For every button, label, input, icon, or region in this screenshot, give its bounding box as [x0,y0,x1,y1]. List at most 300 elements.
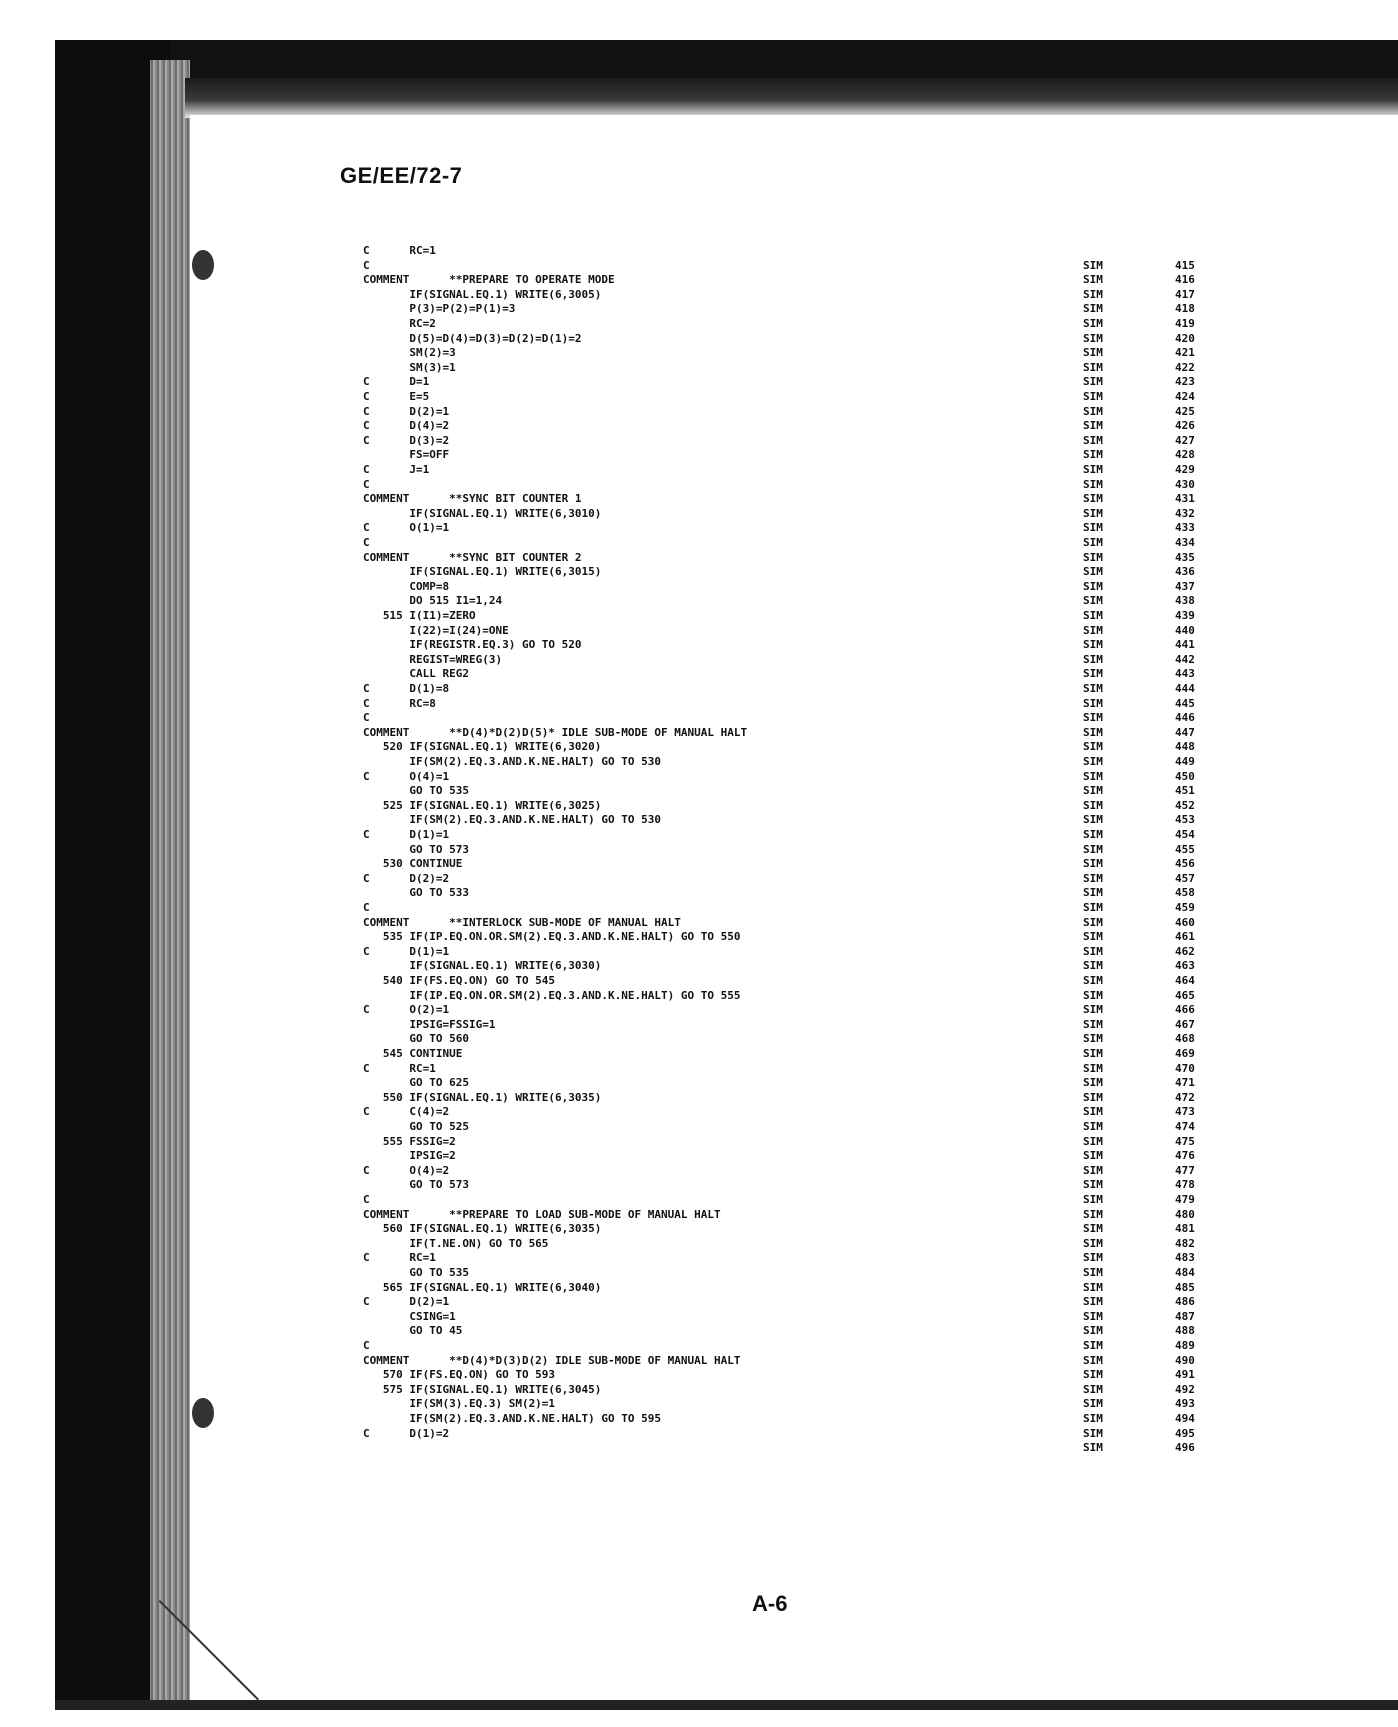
listing-line [363,594,1363,607]
deck-tag: SIM [1083,755,1103,768]
listing-line [363,857,1363,870]
sequence-number: 495 [1175,1426,1195,1440]
source-code-text: 525 IF(SIGNAL.EQ.1) WRITE(6,3025) [363,798,602,812]
deck-tag: SIM [1083,915,1103,929]
source-code-text: 575 IF(SIGNAL.EQ.1) WRITE(6,3045) [363,1382,602,1396]
deck-tag: SIM [1083,1017,1103,1031]
listing-line [363,405,1363,418]
listing-line [363,1441,1363,1454]
deck-tag: SIM [1083,813,1103,827]
deck-tag: SIM [1083,287,1103,301]
source-code-text: GO TO 560 [363,1032,469,1046]
deck-tag: SIM [1083,652,1103,666]
source-code-text: GO TO 525 [363,1120,469,1133]
deck-tag: SIM [1083,725,1103,739]
sequence-number: 450 [1175,769,1195,783]
listing-line [363,1383,1363,1396]
sequence-number: 472 [1175,1090,1195,1104]
source-code-text: C D(3)=2 [363,433,450,447]
source-code-text: IPSIG=2 [363,1149,456,1163]
source-code-text: C [363,258,370,272]
source-code-text: C O(4)=2 [363,1163,450,1177]
scan-border-top [55,40,1398,82]
source-code-text: C D(4)=2 [363,419,450,433]
deck-tag: SIM [1083,1163,1103,1177]
listing-line [363,1135,1363,1148]
listing-line [363,434,1363,447]
listing-line [363,492,1363,505]
listing-line [363,375,1363,388]
deck-tag: SIM [1083,696,1103,710]
deck-tag: SIM [1083,1149,1103,1163]
listing-line [363,1032,1363,1045]
sequence-number: 460 [1175,915,1195,929]
sequence-number: 430 [1175,477,1195,491]
source-code-text: GO TO 573 [363,1178,469,1192]
sequence-number: 448 [1175,740,1195,754]
deck-tag: SIM [1083,317,1103,330]
deck-tag: SIM [1083,682,1103,695]
listing-line [363,1295,1363,1308]
page-edge-strip [150,60,190,1700]
source-code-text: C D(2)=1 [363,1295,450,1309]
deck-tag: SIM [1083,842,1103,856]
listing-line [363,390,1363,403]
listing-line [363,332,1363,345]
sequence-number: 479 [1175,1193,1195,1206]
deck-tag: SIM [1083,404,1103,418]
listing-line [363,959,1363,972]
deck-tag: SIM [1083,1207,1103,1221]
deck-tag: SIM [1083,930,1103,944]
listing-line [363,551,1363,564]
page-number: A-6 [752,1591,788,1616]
listing-line [363,828,1363,841]
deck-tag: SIM [1083,390,1103,403]
source-code-text: GO TO 45 [363,1324,463,1338]
listing-line [363,682,1363,695]
listing-line [363,1062,1363,1075]
listing-line [363,1281,1363,1294]
source-code-text: COMMENT **PREPARE TO LOAD SUB-MODE OF MANUAL HALT [363,1207,721,1221]
sequence-number: 473 [1175,1105,1195,1119]
deck-tag: SIM [1083,1134,1103,1148]
sequence-number: 486 [1175,1295,1195,1309]
deck-tag: SIM [1083,1032,1103,1046]
source-code-text: COMMENT **SYNC BIT COUNTER 2 [363,550,582,564]
deck-tag: SIM [1083,1309,1103,1323]
listing-line [363,1222,1363,1235]
deck-tag: SIM [1083,1266,1103,1279]
deck-tag: SIM [1083,1105,1103,1119]
source-code-text: C O(4)=1 [363,769,450,783]
sequence-number: 478 [1175,1178,1195,1192]
sequence-number: 482 [1175,1236,1195,1250]
listing-line [363,667,1363,680]
source-code-text: C D(2)=2 [363,871,450,885]
sequence-number: 481 [1175,1222,1195,1236]
listing-line [363,653,1363,666]
deck-tag: SIM [1083,419,1103,433]
deck-tag: SIM [1083,1090,1103,1104]
deck-tag: SIM [1083,477,1103,491]
listing-line [363,288,1363,301]
listing-line [363,521,1363,534]
source-code-text: 535 IF(IP.EQ.ON.OR.SM(2).EQ.3.AND.K.NE.HALT) GO TO 550 [363,930,741,944]
deck-tag: SIM [1083,1339,1103,1352]
sequence-number: 490 [1175,1353,1195,1367]
source-code-text: COMMENT **INTERLOCK SUB-MODE OF MANUAL HALT [363,915,681,929]
deck-tag: SIM [1083,1426,1103,1440]
sequence-number: 456 [1175,857,1195,871]
sequence-number: 491 [1175,1368,1195,1382]
source-code-text: 520 IF(SIGNAL.EQ.1) WRITE(6,3020) [363,740,602,754]
source-code-text: P(3)=P(2)=P(1)=3 [363,302,516,316]
sequence-number: 477 [1175,1163,1195,1177]
sequence-number: 464 [1175,974,1195,987]
listing-line [363,1091,1363,1104]
deck-tag: SIM [1083,1120,1103,1133]
listing-line [363,1310,1363,1323]
scan-border-bottom [55,1700,1398,1710]
source-code-text: C E=5 [363,390,430,403]
listing-line [363,609,1363,622]
deck-tag: SIM [1083,273,1103,287]
listing-line [363,1324,1363,1337]
source-code-text: C [363,711,370,725]
punch-hole-icon [192,250,214,280]
source-code-text: GO TO 625 [363,1076,469,1090]
listing-line [363,478,1363,491]
listing-line [363,755,1363,768]
sequence-number: 463 [1175,959,1195,973]
source-code-text: 555 FSSIG=2 [363,1134,456,1148]
deck-tag: SIM [1083,1441,1103,1455]
listing-line [363,784,1363,797]
sequence-number: 470 [1175,1061,1195,1075]
listing-line [363,273,1363,286]
sequence-number: 443 [1175,667,1195,681]
deck-tag: SIM [1083,1003,1103,1017]
listing-line [363,872,1363,885]
source-code-text: 540 IF(FS.EQ.ON) GO TO 545 [363,974,556,987]
sequence-number: 424 [1175,390,1195,403]
deck-tag: SIM [1083,448,1103,462]
deck-tag: SIM [1083,871,1103,885]
sequence-number: 421 [1175,346,1195,360]
sequence-number: 429 [1175,463,1195,476]
source-code-text: C [363,1193,370,1206]
sequence-number: 427 [1175,433,1195,447]
listing-line [363,565,1363,578]
source-code-text: IF(SM(2).EQ.3.AND.K.NE.HALT) GO TO 595 [363,1412,662,1425]
listing-line [363,419,1363,432]
source-code-text: 550 IF(SIGNAL.EQ.1) WRITE(6,3035) [363,1090,602,1104]
sequence-number: 425 [1175,404,1195,418]
sequence-number: 428 [1175,448,1195,462]
source-code-text: COMP=8 [363,579,450,593]
source-code-text: IF(SIGNAL.EQ.1) WRITE(6,3010) [363,506,602,520]
listing-line [363,770,1363,783]
listing-line [363,317,1363,330]
source-code-text: IF(SM(2).EQ.3.AND.K.NE.HALT) GO TO 530 [363,755,662,768]
source-code-text: IF(SM(2).EQ.3.AND.K.NE.HALT) GO TO 530 [363,813,662,827]
sequence-number: 488 [1175,1324,1195,1338]
deck-tag: SIM [1083,302,1103,316]
deck-tag: SIM [1083,798,1103,812]
deck-tag: SIM [1083,1251,1103,1265]
sequence-number: 483 [1175,1251,1195,1265]
deck-tag: SIM [1083,550,1103,564]
listing-line [363,886,1363,899]
source-code-text: GO TO 533 [363,886,469,900]
sequence-number: 474 [1175,1120,1195,1133]
listing-line [363,536,1363,549]
deck-tag: SIM [1083,886,1103,900]
report-identifier: GE/EE/72-7 [340,163,463,188]
deck-tag: SIM [1083,974,1103,987]
deck-tag: SIM [1083,944,1103,958]
listing-line [363,1076,1363,1089]
listing-line [363,1164,1363,1177]
deck-tag: SIM [1083,638,1103,652]
deck-tag: SIM [1083,360,1103,374]
listing-line [363,1149,1363,1162]
sequence-number: 447 [1175,725,1195,739]
listing-line [363,302,1363,315]
sequence-number: 476 [1175,1149,1195,1163]
source-code-text: IF(REGISTR.EQ.3) GO TO 520 [363,638,582,652]
listing-line [363,1047,1363,1060]
sequence-number: 475 [1175,1134,1195,1148]
deck-tag: SIM [1083,1061,1103,1075]
source-code-text: IF(SIGNAL.EQ.1) WRITE(6,3015) [363,565,602,579]
source-code-text: IF(SM(3).EQ.3) SM(2)=1 [363,1397,556,1411]
listing-line [363,989,1363,1002]
listing-line [363,1397,1363,1410]
source-code-text: GO TO 573 [363,842,469,856]
deck-tag: SIM [1083,492,1103,506]
source-code-text: 565 IF(SIGNAL.EQ.1) WRITE(6,3040) [363,1280,602,1294]
source-code-text: 545 CONTINUE [363,1047,463,1060]
listing-line [363,1354,1363,1367]
source-code-text: IF(T.NE.ON) GO TO 565 [363,1236,549,1250]
listing-line [363,930,1363,943]
sequence-number: 418 [1175,302,1195,316]
sequence-number: 439 [1175,609,1195,622]
listing-line [363,1105,1363,1118]
sequence-number: 436 [1175,565,1195,579]
deck-tag: SIM [1083,1295,1103,1309]
fortran-listing [363,244,1363,1554]
source-code-text: DO 515 I1=1,24 [363,594,503,608]
sequence-number: 485 [1175,1280,1195,1294]
deck-tag: SIM [1083,784,1103,798]
sequence-number: 493 [1175,1397,1195,1411]
sequence-number: 433 [1175,521,1195,535]
sequence-number: 466 [1175,1003,1195,1017]
source-code-text: 530 CONTINUE [363,857,463,871]
deck-tag: SIM [1083,711,1103,725]
deck-tag: SIM [1083,828,1103,841]
sequence-number: 435 [1175,550,1195,564]
listing-line [363,244,1363,257]
sequence-number: 426 [1175,419,1195,433]
sequence-number: 440 [1175,623,1195,637]
deck-tag: SIM [1083,258,1103,272]
listing-line [363,726,1363,739]
sequence-number: 441 [1175,638,1195,652]
source-code-text: GO TO 535 [363,784,469,798]
sequence-number: 465 [1175,988,1195,1002]
page-top-edge [185,78,1398,118]
deck-tag: SIM [1083,1412,1103,1425]
sequence-number: 434 [1175,536,1195,549]
source-code-text: IF(SIGNAL.EQ.1) WRITE(6,3005) [363,287,602,301]
source-code-text: C RC=1 [363,1251,436,1265]
listing-line [363,463,1363,476]
sequence-number: 422 [1175,360,1195,374]
deck-tag: SIM [1083,521,1103,535]
sequence-number: 431 [1175,492,1195,506]
deck-tag: SIM [1083,1382,1103,1396]
listing-line [363,1266,1363,1279]
deck-tag: SIM [1083,1193,1103,1206]
listing-line [363,346,1363,359]
sequence-number: 496 [1175,1441,1195,1455]
listing-line [363,711,1363,724]
deck-tag: SIM [1083,565,1103,579]
deck-tag: SIM [1083,667,1103,681]
sequence-number: 494 [1175,1412,1195,1425]
source-code-text: COMMENT **D(4)*D(3)D(2) IDLE SUB-MODE OF MANUAL HALT [363,1353,741,1367]
source-code-text: C D(1)=8 [363,682,450,695]
sequence-number: 420 [1175,331,1195,345]
listing-line [363,624,1363,637]
source-code-text: C [363,536,370,549]
listing-line [363,1412,1363,1425]
listing-line [363,507,1363,520]
sequence-number: 462 [1175,944,1195,958]
source-code-text: GO TO 535 [363,1266,469,1279]
source-code-text: I(22)=I(24)=ONE [363,623,509,637]
deck-tag: SIM [1083,740,1103,754]
source-code-text: IF(SIGNAL.EQ.1) WRITE(6,3030) [363,959,602,973]
source-code-text: C [363,901,370,914]
listing-line [363,1178,1363,1191]
sequence-number: 444 [1175,682,1195,695]
listing-line [363,799,1363,812]
deck-tag: SIM [1083,1236,1103,1250]
listing-line [363,843,1363,856]
sequence-number: 415 [1175,258,1195,272]
sequence-number: 468 [1175,1032,1195,1046]
sequence-number: 484 [1175,1266,1195,1279]
listing-line [363,1208,1363,1221]
sequence-number: 423 [1175,375,1195,389]
listing-line [363,1251,1363,1264]
sequence-number: 461 [1175,930,1195,944]
sequence-number: 451 [1175,784,1195,798]
listing-line [363,697,1363,710]
deck-tag: SIM [1083,463,1103,476]
listing-line [363,740,1363,753]
sequence-number: 469 [1175,1047,1195,1060]
listing-line [363,448,1363,461]
listing-line [363,638,1363,651]
source-code-text: REGIST=WREG(3) [363,652,503,666]
deck-tag: SIM [1083,375,1103,389]
listing-line [363,361,1363,374]
source-code-text: CSING=1 [363,1309,456,1323]
listing-line [363,945,1363,958]
sequence-number: 442 [1175,652,1195,666]
listing-line [363,916,1363,929]
sequence-number: 417 [1175,287,1195,301]
sequence-number: 489 [1175,1339,1195,1352]
sequence-number: 438 [1175,594,1195,608]
source-code-text: RC=2 [363,317,436,330]
sequence-number: 453 [1175,813,1195,827]
sequence-number: 452 [1175,798,1195,812]
deck-tag: SIM [1083,959,1103,973]
source-code-text: C O(1)=1 [363,521,450,535]
source-code-text: IPSIG=FSSIG=1 [363,1017,496,1031]
deck-tag: SIM [1083,769,1103,783]
source-code-text: COMMENT **PREPARE TO OPERATE MODE [363,273,615,287]
deck-tag: SIM [1083,1324,1103,1338]
source-code-text: C D(1)=1 [363,944,450,958]
listing-line [363,259,1363,272]
deck-tag: SIM [1083,988,1103,1002]
deck-tag: SIM [1083,1178,1103,1192]
deck-tag: SIM [1083,594,1103,608]
source-code-text: SM(2)=3 [363,346,456,360]
listing-line [363,1120,1363,1133]
sequence-number: 455 [1175,842,1195,856]
sequence-number: 419 [1175,317,1195,330]
deck-tag: SIM [1083,901,1103,914]
sequence-number: 480 [1175,1207,1195,1221]
punch-hole-icon [192,1398,214,1428]
deck-tag: SIM [1083,1222,1103,1236]
source-code-text: C RC=1 [363,1061,436,1075]
sequence-number: 446 [1175,711,1195,725]
deck-tag: SIM [1083,346,1103,360]
deck-tag: SIM [1083,623,1103,637]
listing-line [363,1003,1363,1016]
deck-tag: SIM [1083,1076,1103,1090]
source-code-text: C O(2)=1 [363,1003,450,1017]
sequence-number: 457 [1175,871,1195,885]
source-code-text: COMMENT **D(4)*D(2)D(5)* IDLE SUB-MODE OF MANUAL HALT [363,725,748,739]
sequence-number: 449 [1175,755,1195,768]
source-code-text: C [363,477,370,491]
listing-line [363,813,1363,826]
deck-tag: SIM [1083,857,1103,871]
sequence-number: 445 [1175,696,1195,710]
source-code-text: C D(1)=1 [363,828,450,841]
sequence-number: 487 [1175,1309,1195,1323]
listing-line [363,1193,1363,1206]
sequence-number: 458 [1175,886,1195,900]
listing-line [363,1018,1363,1031]
source-code-text: C RC=8 [363,696,436,710]
source-code-text: 570 IF(FS.EQ.ON) GO TO 593 [363,1368,556,1382]
source-code-text: 515 I(I1)=ZERO [363,609,476,622]
deck-tag: SIM [1083,1047,1103,1060]
sequence-number: 459 [1175,901,1195,914]
